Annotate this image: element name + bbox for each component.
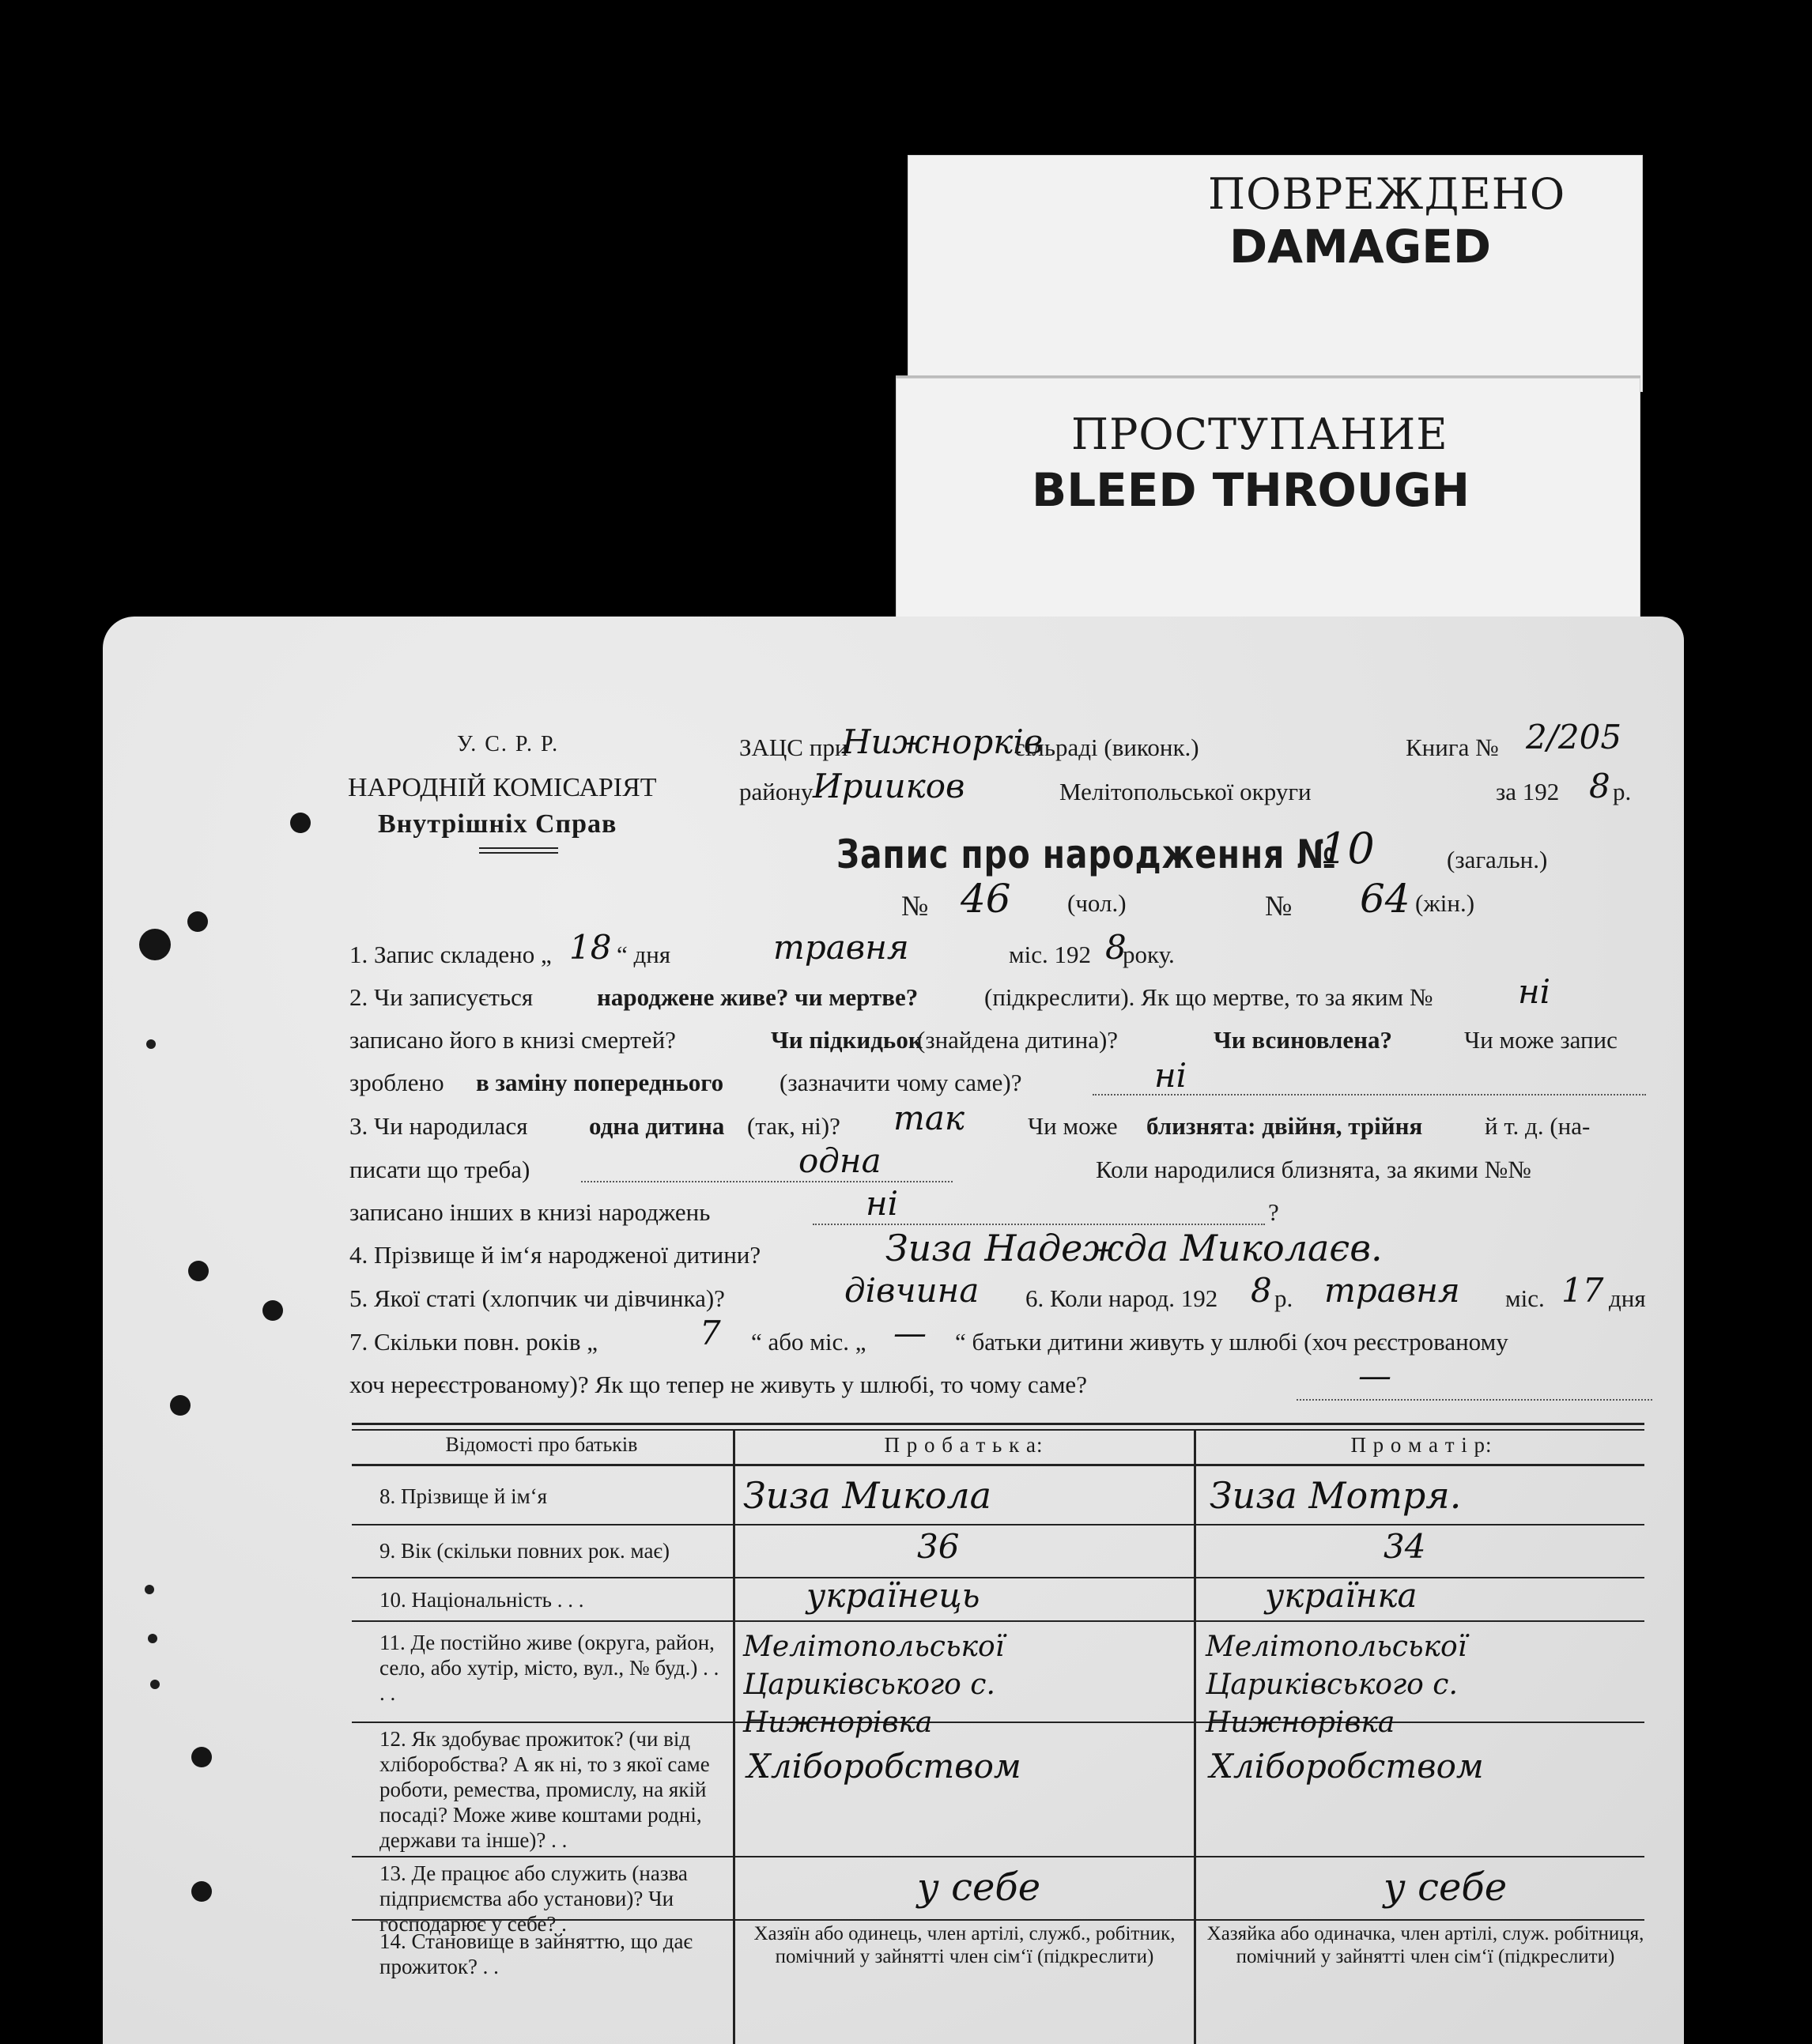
replacement-value: ні: [1154, 1056, 1187, 1095]
table-head-border: [352, 1464, 1644, 1466]
child-sex: дівчина: [844, 1271, 980, 1310]
female-label: (жін.): [1415, 889, 1475, 917]
item3-twins: близнята: двійня, трійня: [1146, 1112, 1423, 1140]
item2-line3: зроблено: [349, 1069, 444, 1096]
item3-etc: й т. д. (на-: [1485, 1112, 1591, 1140]
mother-name: Зиза Мотря.: [1210, 1474, 1462, 1517]
okrug-name: Мелітопольської округи: [1059, 778, 1312, 805]
item2-foundling-note: (знайдена дитина)?: [917, 1026, 1119, 1054]
mark-dot: [150, 1680, 160, 1689]
not-married-reason: —: [1358, 1356, 1391, 1395]
mark-dot: [145, 1585, 154, 1594]
table-head-father: П р о б а т ь к а:: [884, 1433, 1044, 1457]
item3-line3: записано інших в книзі народжень: [349, 1198, 711, 1226]
item4-prefix: 4. Прізвище й ім‘я народженої дитини?: [349, 1241, 761, 1269]
internal-affairs: Внутрішніх Справ: [378, 809, 617, 839]
item3-line2: писати що треба): [349, 1156, 530, 1183]
item7-prefix: 7. Скільки повн. років „: [349, 1328, 598, 1356]
marriage-years: 7: [700, 1314, 721, 1352]
father-nationality: українець: [806, 1576, 980, 1615]
column-divider: [733, 1431, 735, 2044]
male-number: 46: [961, 876, 1011, 922]
mother-age: 34: [1384, 1527, 1426, 1566]
row-label-age: 9. Вік (скільки повних рок. має): [379, 1539, 670, 1563]
mark-dot: [148, 1634, 157, 1643]
row-border: [352, 1620, 1644, 1622]
table-top-border: [352, 1429, 1644, 1431]
total-number: 10: [1320, 824, 1375, 873]
punch-hole: [191, 1747, 212, 1767]
item3-twins-records: Коли народилися близнята, за якими №№: [1096, 1156, 1531, 1183]
table-head-mother: П р о м а т і р:: [1350, 1433, 1493, 1457]
zags-value: Нижнорків: [842, 722, 1044, 761]
death-record-value: ні: [1518, 972, 1551, 1011]
item6-year-suffix: р.: [1274, 1284, 1293, 1312]
father-workplace: у себе: [917, 1865, 1041, 1910]
row-label-residence: 11. Де постійно живе (округа, район, село, або хутір, місто, вул., № буд.) . . . .: [379, 1631, 719, 1705]
punch-hole: [187, 911, 208, 932]
punch-hole: [262, 1300, 283, 1321]
row-label-name: 8. Прізвище й ім‘я: [379, 1484, 548, 1508]
mother-workplace: у себе: [1384, 1865, 1508, 1910]
row-border: [352, 1524, 1644, 1525]
bleed-label-en: BLEED THROUGH: [1032, 463, 1470, 517]
male-label: (чол.): [1067, 889, 1127, 917]
table-head-parents: Відомості про батьків: [445, 1433, 638, 1456]
divider: [479, 847, 558, 849]
marriage-months: —: [893, 1314, 927, 1352]
punch-hole: [170, 1395, 191, 1416]
record-title: Запис про народження №: [836, 832, 1337, 877]
item6-month-label: міс.: [1505, 1284, 1545, 1312]
column-divider: [1194, 1431, 1196, 2044]
birth-record-sheet: [103, 617, 1684, 2044]
damaged-label-card: [908, 155, 1643, 392]
male-prefix: №: [901, 890, 929, 922]
total-label: (загальн.): [1447, 846, 1548, 873]
book-label: Книга №: [1406, 734, 1499, 761]
row-border: [352, 1577, 1644, 1578]
item2-replacement-note: (зазначити чому саме)?: [780, 1069, 1022, 1096]
republic-name: У. С. Р. Р.: [457, 732, 560, 756]
item2-prefix: 2. Чи записується: [349, 983, 534, 1011]
item1-month-label: міс. 192: [1009, 941, 1091, 968]
children-count-value: одна: [798, 1141, 881, 1180]
mother-nationality: українка: [1265, 1576, 1418, 1615]
punch-hole: [290, 813, 311, 833]
bleed-through-label-card: [896, 378, 1640, 624]
birth-year: 8: [1251, 1271, 1272, 1310]
item3-prefix: 3. Чи народилася: [349, 1112, 528, 1140]
punch-hole: [188, 1261, 209, 1281]
item7-months-label: “ або міс. „: [751, 1328, 866, 1356]
father-occupation-options: Хазяїн або одинець, член артілі, служб., робітник, помічний у зайнятті член сім‘ї (підкреслити): [753, 1923, 1176, 1967]
district-value: Ирииков: [813, 767, 965, 805]
damaged-label-en: DAMAGED: [1229, 220, 1492, 273]
commissariat-name: НАРОДНІЙ КОМІСАРІЯТ: [348, 773, 657, 802]
item2-adopted: Чи всиновлена?: [1214, 1026, 1393, 1054]
item3-question-mark: ?: [1268, 1198, 1279, 1226]
damaged-label-ru: ПОВРЕЖДЕНО: [1208, 169, 1566, 219]
divider: [479, 852, 558, 854]
fill-line: [813, 1224, 1265, 1225]
row-label-workplace: 13. Де працює або служить (назва підприємства або установи)? Чи господарює у себе? .: [379, 1861, 688, 1936]
female-prefix: №: [1265, 890, 1293, 922]
item6-prefix: 6. Коли народ. 192: [1025, 1284, 1218, 1312]
female-number: 64: [1360, 876, 1410, 922]
year-label: за 192: [1496, 778, 1560, 805]
record-year: 8: [1105, 928, 1127, 967]
twins-records-value: ні: [866, 1184, 899, 1223]
item5-prefix: 5. Якої статі (хлопчик чи дівчинка)?: [349, 1284, 725, 1312]
mother-residence: Мелітопольської Цариківського с. Нижнорівка: [1206, 1631, 1467, 1739]
child-name: Зиза Надежда Миколаєв.: [885, 1227, 1383, 1269]
fill-line: [1093, 1094, 1646, 1096]
item1-year-label: року.: [1123, 941, 1175, 968]
item2-line2: записано його в книзі смертей?: [349, 1026, 676, 1054]
year-suffix: р.: [1613, 778, 1632, 805]
item2-foundling: Чи підкидьок: [771, 1026, 923, 1054]
father-age: 36: [917, 1527, 960, 1566]
zags-prefix: ЗАЦС при: [739, 734, 848, 761]
village-council: сільраді (виконк.): [1014, 734, 1199, 761]
row-border: [352, 1856, 1644, 1857]
father-name: Зиза Микола: [743, 1474, 992, 1517]
item3-yes-no: (так, ні)?: [747, 1112, 840, 1140]
record-month: травня: [773, 928, 909, 967]
birth-day: 17: [1561, 1271, 1604, 1310]
item3-one-child: одна дитина: [589, 1112, 725, 1140]
mother-occupation-options: Хазяйка або одиначка, член артілі, служ. робітниця, помічний у зайнятті член сім‘ї (підкреслити): [1206, 1923, 1644, 1967]
row-label-occupation-status: 14. Становище в зайняттю, що дає прожиток? . .: [379, 1929, 693, 1978]
item2-alive-dead: народжене живе? чи мертве?: [597, 983, 919, 1011]
bleed-label-ru: ПРОСТУПАНИЕ: [1071, 409, 1448, 459]
item2-replacement: в заміну попереднього: [476, 1069, 724, 1096]
one-child-value: так: [893, 1099, 965, 1137]
item2-may-record: Чи може запис: [1464, 1026, 1618, 1054]
item1-prefix: 1. Запис складено „: [349, 941, 552, 968]
mark-dot: [146, 1039, 156, 1049]
table-top-border: [352, 1423, 1644, 1425]
birth-month: травня: [1324, 1271, 1460, 1310]
row-label-livelihood: 12. Як здобуває прожиток? (чи від хліборобства? А як ні, то з якої саме роботи, ремества, промислу, на якій посаді? Може живе коштами родні, держави та інше)? . .: [379, 1727, 710, 1852]
item7-line2: хоч нереєстрованому)? Як що тепер не живуть у шлюбі, то чому саме?: [349, 1371, 1087, 1398]
father-residence: Мелітопольської Цариківського с. Нижнорівка: [743, 1631, 1005, 1739]
item1-day-label: “ дня: [617, 941, 671, 968]
item7-question: “ батьки дитини живуть у шлюбі (хоч реєстрованому: [955, 1328, 1508, 1356]
year-value: 8: [1589, 767, 1610, 805]
record-day: 18: [569, 928, 612, 967]
father-livelihood: Хліборобством: [747, 1747, 1021, 1786]
book-number: 2/205: [1526, 718, 1622, 756]
mother-livelihood: Хліборобством: [1210, 1747, 1484, 1786]
district-prefix: району: [739, 778, 814, 805]
item6-day-label: дня: [1609, 1284, 1646, 1312]
punch-hole: [191, 1881, 212, 1902]
item2-question: (підкреслити). Як що мертве, то за яким №: [984, 983, 1433, 1011]
item3-maybe: Чи може: [1028, 1112, 1118, 1140]
punch-hole: [139, 929, 171, 960]
fill-line: [1297, 1399, 1652, 1401]
row-label-nationality: 10. Національність . . .: [379, 1588, 584, 1612]
fill-line: [581, 1181, 953, 1182]
